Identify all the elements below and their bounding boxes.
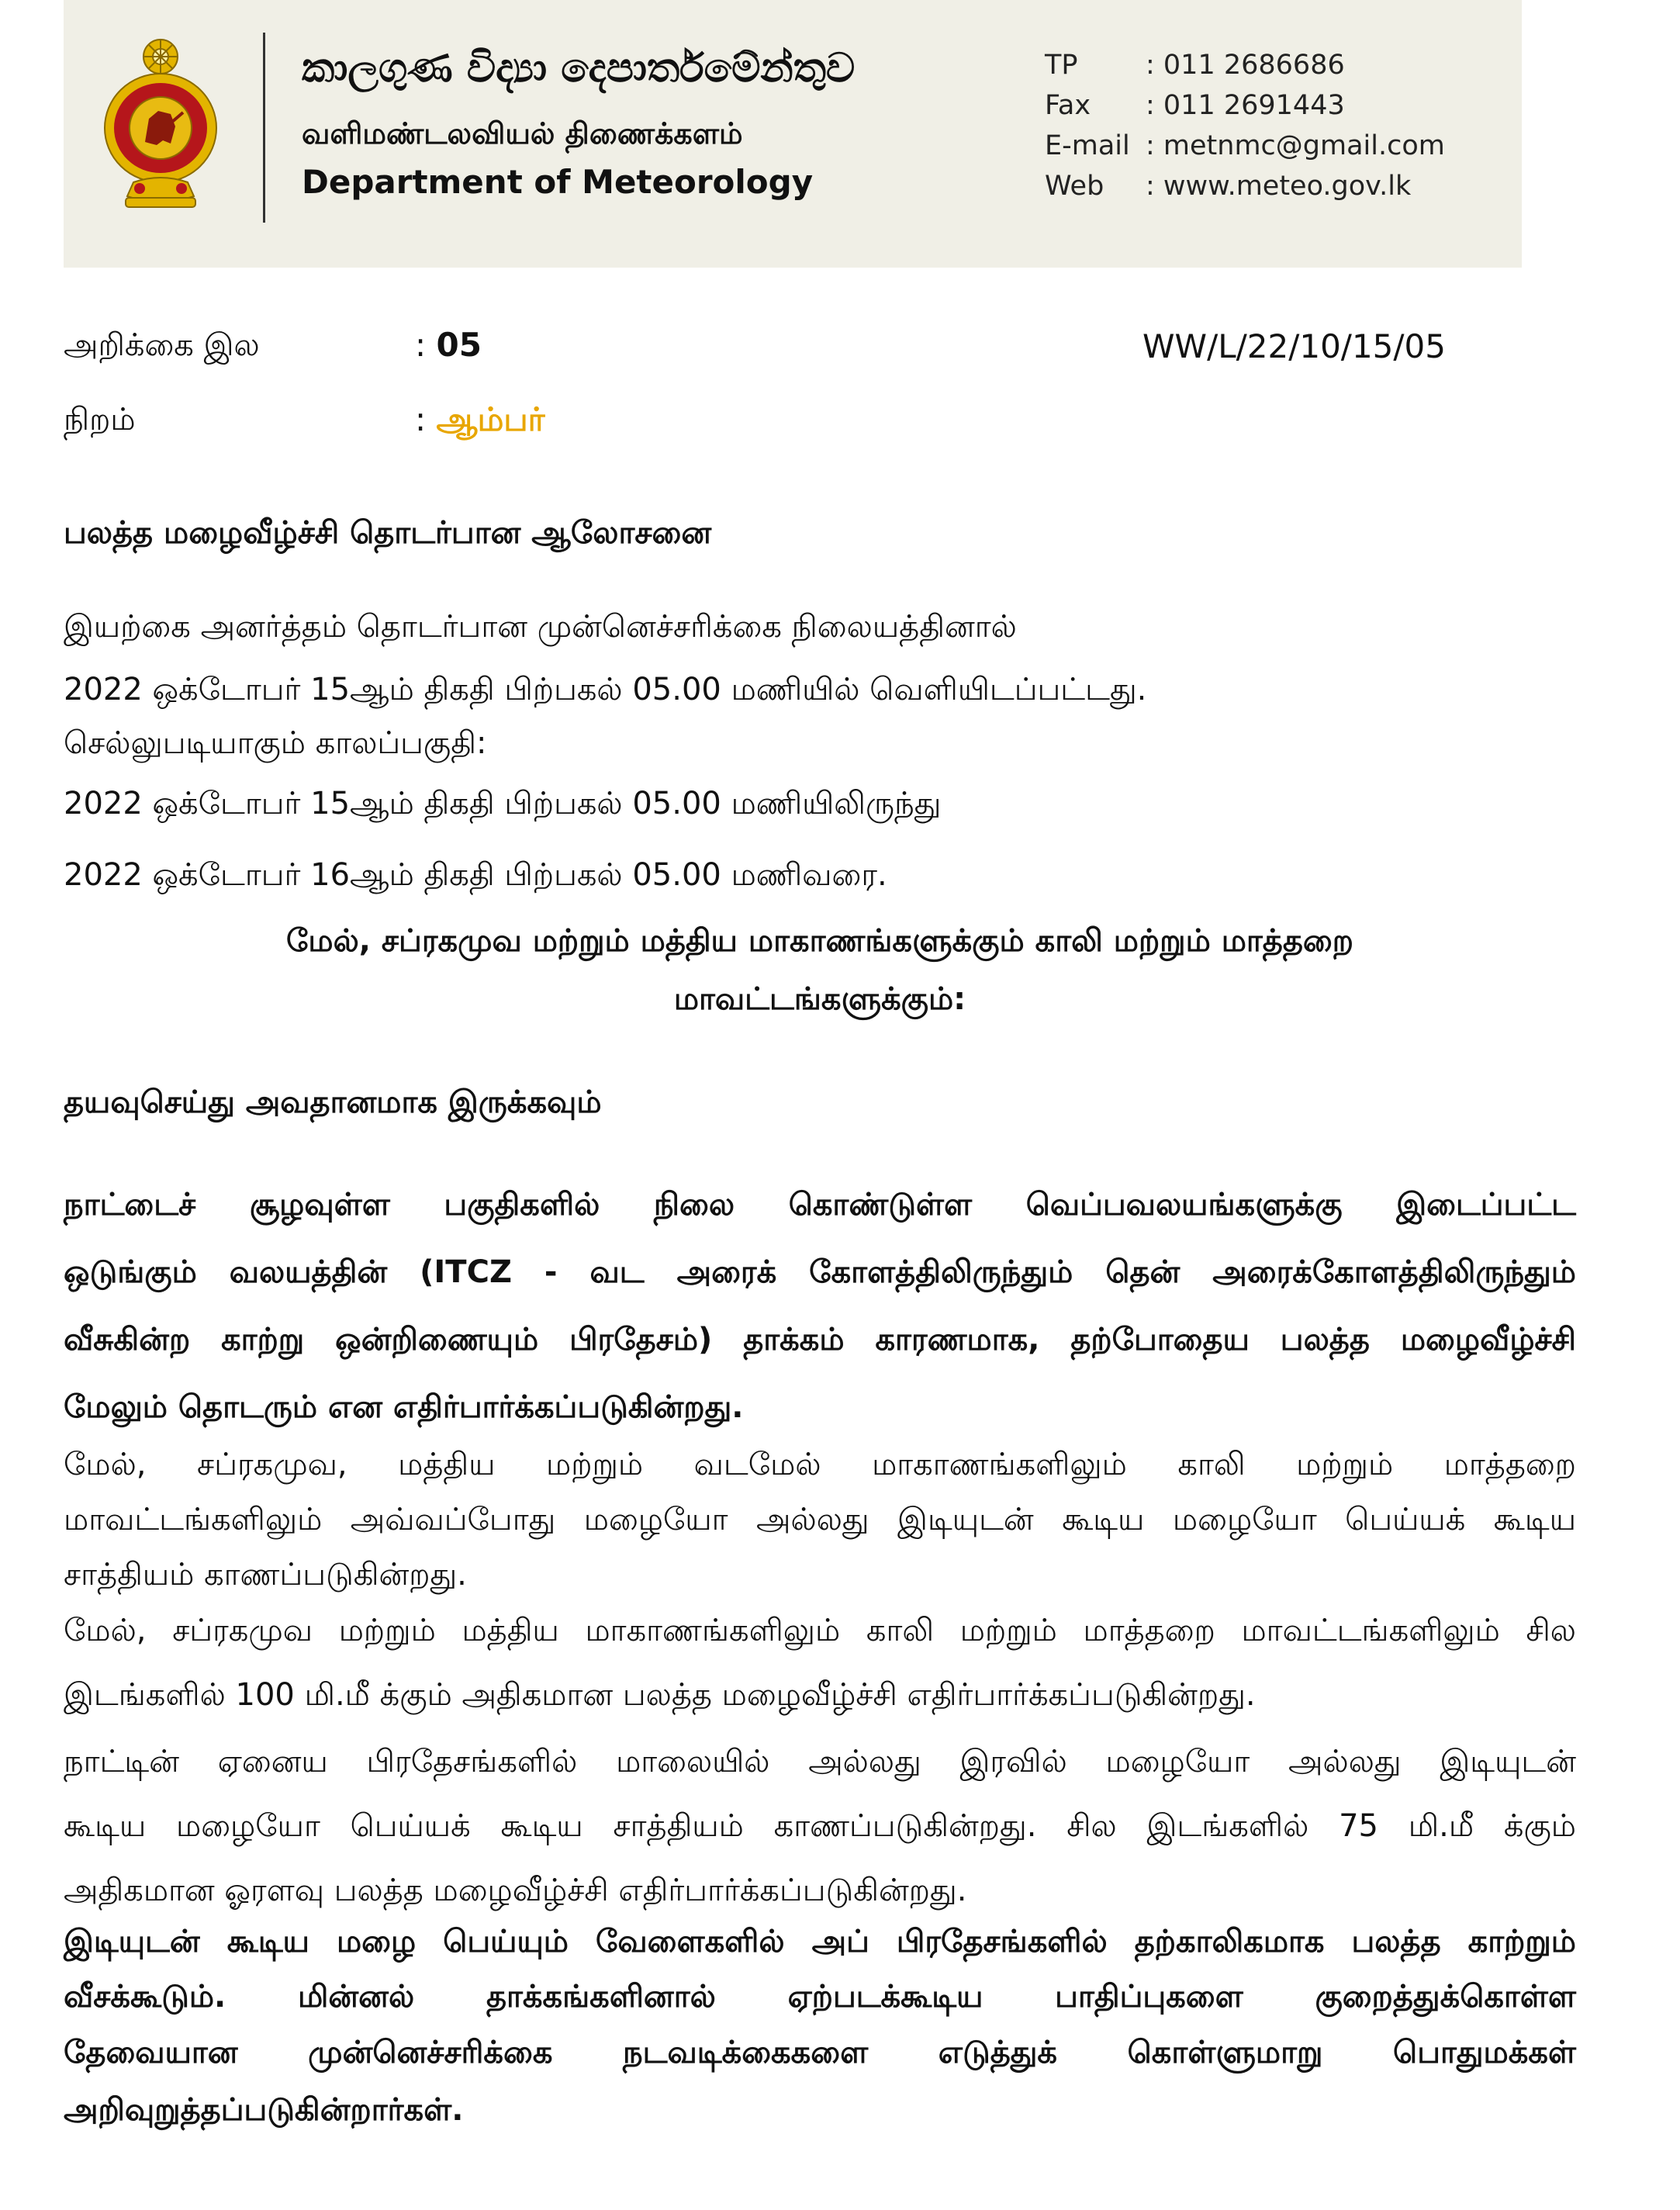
paragraph-line: கூடிய மழையோ பெய்யக் கூடிய சாத்தியம் காணப்படுகின்றது. சில இடங்களில் 75 மி.மீ க்கும் — [64, 1808, 1576, 1844]
contact-label: Web — [1045, 171, 1104, 202]
letterhead — [64, 0, 1522, 268]
contact-block — [1045, 45, 1445, 206]
caution-heading: தயவுசெய்து அவதானமாக இருக்கவும் — [64, 1084, 602, 1120]
advisory-title: பலத்த மழைவீழ்ச்சி தொடர்பான ஆலோசனை — [64, 515, 712, 551]
paragraph-line: வீசக்கூடும். மின்னல் தாக்கங்களினால் ஏற்படக்கூடிய பாதிப்புகளை குறைத்துக்கொள்ள — [64, 1979, 1576, 2015]
issued-by: இயற்கை அனர்த்தம் தொடர்பான முன்னெச்சரிக்கை நிலையத்தினால் — [64, 609, 1017, 645]
contact-email — [1045, 126, 1445, 166]
contact-value: : metnmc@gmail.com — [1146, 130, 1445, 161]
contact-label: E-mail — [1045, 130, 1130, 161]
contact-value: : www.meteo.gov.lk — [1146, 171, 1412, 202]
paragraph-line: சாத்தியம் காணப்படுகின்றது. — [64, 1557, 467, 1593]
report-reference: WW/L/22/10/15/05 — [1142, 327, 1446, 365]
report-number: : 05 — [415, 326, 482, 364]
paragraph-line: இடங்களில் 100 மி.மீ க்கும் அதிகமான பலத்த மழைவீழ்ச்சி எதிர்பார்க்கப்படுகின்றது. — [64, 1677, 1256, 1713]
paragraph-line: ஒடுங்கும் வலயத்தின் (ITCZ - வட அரைக் கோளத்திலிருந்தும் தென் அரைக்கோளத்திலிருந்தும் — [64, 1254, 1576, 1290]
validity-label: செல்லுபடியாகும் காலப்பகுதி: — [64, 725, 487, 761]
color-value: ஆம்பர் — [436, 400, 545, 438]
validity-from: 2022 ஒக்டோபர் 15ஆம் திகதி பிற்பகல் 05.00 மணியிலிருந்து — [64, 786, 942, 821]
paragraph-line: மாவட்டங்களிலும் அவ்வப்போது மழையோ அல்லது இடியுடன் கூடிய மழையோ பெய்யக் கூடிய — [64, 1502, 1576, 1537]
affected-areas-line1: மேல், சப்ரகமுவ மற்றும் மத்திய மாகாணங்களுக்கும் காலி மற்றும் மாத்தறை — [286, 923, 1353, 959]
paragraph-line: மேல், சப்ரகமுவ மற்றும் மத்திய மாகாணங்களிலும் காலி மற்றும் மாத்தறை மாவட்டங்களிலும் சில — [64, 1613, 1576, 1648]
contact-label: Fax — [1045, 90, 1091, 121]
report-number-value: 05 — [436, 326, 482, 364]
contact-value: : 011 2686686 — [1146, 50, 1345, 81]
org-name-english: Department of Meteorology — [302, 163, 814, 201]
report-number-label: அறிக்கை இல — [64, 327, 260, 363]
paragraph-line: வீசுகின்ற காற்று ஒன்றிணையும் பிரதேசம்) தாக்கம் காரணமாக, தற்போதைய பலத்த மழைவீழ்ச்சி — [64, 1322, 1576, 1357]
contact-web — [1045, 166, 1445, 206]
paragraph-line: மேலும் தொடரும் என எதிர்பார்க்கப்படுகின்றது. — [64, 1389, 744, 1425]
color-code: : ஆம்பர் — [415, 400, 545, 438]
paragraph-line: நாட்டைச் சூழவுள்ள பகுதிகளில் நிலை கொண்டுள்ள வெப்பவலயங்களுக்கு இடைப்பட்ட — [64, 1187, 1576, 1223]
issued-time: 2022 ஒக்டோபர் 15ஆம் திகதி பிற்பகல் 05.00 மணியில் வெளியிடப்பட்டது. — [64, 672, 1147, 707]
government-emblem-icon — [102, 35, 219, 215]
contact-value: : 011 2691443 — [1146, 90, 1345, 121]
color-label: நிறம் — [64, 402, 136, 438]
paragraph-line: அதிகமான ஓரளவு பலத்த மழைவீழ்ச்சி எதிர்பார்க்கப்படுகின்றது. — [64, 1873, 967, 1908]
org-name-tamil: வளிமண்டலவியல் திணைக்களம் — [302, 116, 743, 150]
paragraph-line: அறிவுறுத்தப்படுகின்றார்கள். — [64, 2092, 464, 2128]
contact-fax — [1045, 85, 1445, 126]
contact-label: TP — [1045, 50, 1078, 81]
paragraph-line: மேல், சப்ரகமுவ, மத்திய மற்றும் வடமேல் மாகாணங்களிலும் காலி மற்றும் மாத்தறை — [64, 1447, 1576, 1482]
header-divider — [263, 33, 265, 223]
affected-areas-line2: மாவட்டங்களுக்கும்: — [673, 981, 966, 1017]
validity-to: 2022 ஒக்டோபர் 16ஆம் திகதி பிற்பகல் 05.00 மணிவரை. — [64, 857, 887, 893]
paragraph-line: தேவையான முன்னெச்சரிக்கை நடவடிக்கைகளை எடுத்துக் கொள்ளுமாறு பொதுமக்கள் — [64, 2035, 1576, 2070]
paragraph-line: நாட்டின் ஏனைய பிரதேசங்களில் மாலையில் அல்லது இரவில் மழையோ அல்லது இடியுடன் — [64, 1744, 1576, 1779]
org-name-sinhala: කාලගුණ විද්‍යා දෙපාර්තමේන්තුව — [302, 45, 856, 92]
paragraph-line: இடியுடன் கூடிய மழை பெய்யும் வேளைகளில் அப் பிரதேசங்களில் தற்காலிகமாக பலத்த காற்றும் — [64, 1924, 1576, 1959]
contact-phone — [1045, 45, 1445, 85]
